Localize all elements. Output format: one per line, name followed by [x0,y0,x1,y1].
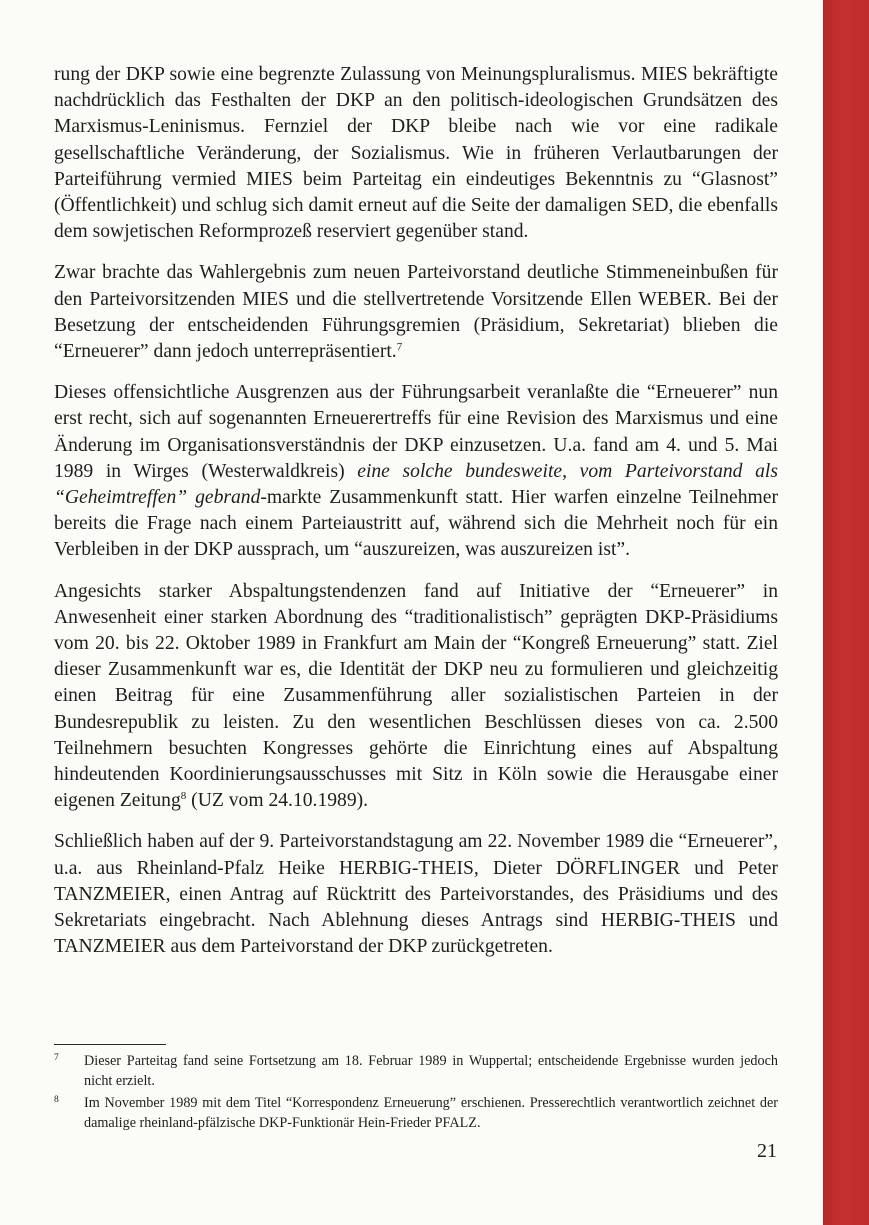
footnote-text: Dieser Parteitag fand seine Fortsetzung am 18. Februar 1989 in Wuppertal; entscheidende Ergebnisse wurden jedoch nicht erzielt. [84,1053,778,1089]
paragraph-text: Schließlich haben auf der 9. Parteivorstandstagung am 22. November 1989 die “Erneuerer”, u.a. aus Rheinland-Pfalz Heike HERBIG-THEIS, Dieter DÖRFLINGER und Peter TANZMEIER, einen Antrag auf Rücktritt des Parteivorstandes, des Präsidiums und des Sekretariats eingebracht. Nach Ablehnung dieses Antrags sind HERBIG-THEIS und TANZMEIER aus dem Parteivorstand der DKP zurückgetreten. [54,831,778,958]
paragraph [54,579,778,815]
red-page-edge [823,0,869,1225]
paragraph-text: rung der DKP sowie eine begrenzte Zulassung von Meinungspluralismus. MIES bekräftigte nachdrücklich das Festhalten der DKP an den politisch-ideologischen Grundsätzen des Marxismus-Leninismus. Fernziel der DKP bleibe nach wie vor eine radikale gesellschaftliche Veränderung, der Sozialismus. Wie in früheren Verlautbarungen der Parteiführung vermied MIES beim Parteitag ein eindeutiges Bekenntnis zu “Glasnost” (Öffentlichkeit) und schlug sich damit erneut auf die Seite der damaligen SED, die ebenfalls dem sowjetischen Reformprozeß reserviert gegenüber stand. [54,64,778,243]
paragraph-text: Angesichts starker Abspaltungstendenzen fand auf Initiative der “Erneuerer” in Anwesenheit einer starken Abordnung des “traditionalistisch” geprägten DKP-Präsidiums vom 20. bis 22. Oktober 1989 in Frankfurt am Main der “Kongreß Erneuerung” statt. Ziel dieser Zusammenkunft war es, die Identität der DKP neu zu formulieren und gleichzeitig einen Beitrag für eine Zusammenführung aller sozialistischen Parteien in der Bundesrepublik zu leisten. Zu den wesentlichen Beschlüssen dieses von ca. 2.500 Teilnehmern besuchten Kongresses gehörte die Einrichtung eines auf Abspaltung hindeutenden Koordinierungsausschusses mit Sitz in Köln sowie die Herausgabe einer eigenen Zeitung [54,580,778,812]
paragraph-text: Dieses offensichtliche Ausgrenzen aus der Führungsarbeit veranlaßte die “Erneuerer” nun erst recht, sich auf sogenannten Erneuerertreffs für eine Revision des Marxismus und eine Änderung im Organisationsverständnis der DKP einzusetzen. U.a. fand am 4. und 5. Mai 1989 in Wirges (Westerwaldkreis) [54,382,778,482]
paragraph [54,380,778,563]
body-text [54,62,778,976]
paragraph-text: Zwar brachte das Wahlergebnis zum neuen Parteivorstand deutliche Stimmeneinbußen für den Parteivorsitzenden MIES und die stellvertretende Vorsitzende Ellen WEBER. Bei der Besetzung der entscheidenden Führungsgremien (Präsidium, Sekretariat) blieben die “Erneuerer” dann jedoch unterrepräsentiert. [54,262,778,363]
page-number: 21 [757,1140,777,1162]
paragraph [54,260,778,365]
footnote [54,1052,778,1091]
paragraph [54,829,778,960]
paragraph-text: (UZ vom 24.10.1989). [186,790,369,812]
footnote [54,1094,778,1133]
footnote-reference[interactable]: 8 [180,790,187,803]
footnote-text: Im November 1989 mit dem Titel “Korrespondenz Erneuerung” erschienen. Presserechtlich verantwortlich zeichnet der damalige rheinland-pfälzische DKP-Funktionär Hein-Frieder PFALZ. [84,1095,778,1131]
footnote-reference[interactable]: 7 [396,341,403,354]
footnote-mark: 8 [54,1095,59,1105]
paragraph [54,62,778,245]
footnote-divider [54,1044,166,1045]
paragraph-italic-text: eine solche bundesweite, vom Parteivorstand als “Geheimtreffen” gebrand- [54,460,778,509]
footnotes [54,1052,778,1136]
paragraph-text: markte Zusammenkunft statt. Hier warfen einzelne Teilnehmer bereits die Frage nach einem Parteiaustritt auf, während sich die Mehrheit noch für ein Verbleiben in der DKP aussprach, um “auszureizen, was auszureizen ist”. [54,487,778,561]
footnote-mark: 7 [54,1053,59,1063]
